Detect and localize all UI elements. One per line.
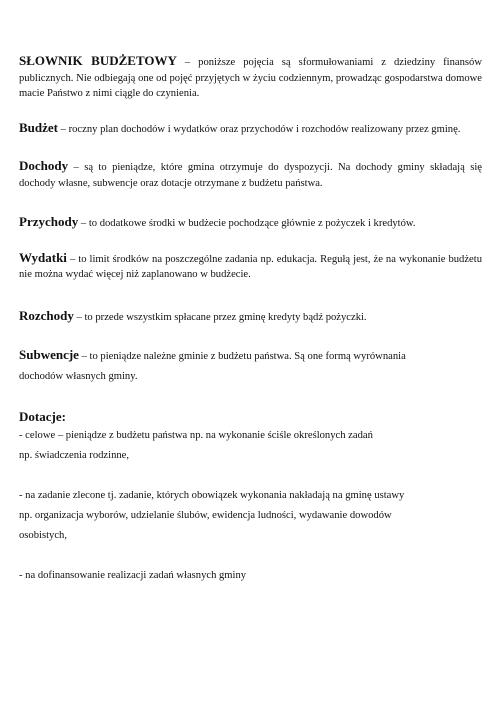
term-budzet: Budżet xyxy=(19,119,58,135)
entry-dotacje xyxy=(19,409,482,586)
term-dochody: Dochody xyxy=(19,158,69,173)
entry-wydatki xyxy=(19,250,482,283)
definition-subwencje-text: – to pieniądze należne gminie z budżetu państwa. Są one formą wyrównania xyxy=(78,351,406,362)
budget-glossary-page xyxy=(19,53,482,586)
glossary-intro-text: – poniższe pojęcia są sformułowaniami z dziedziny finansów publicznych. Nie odbiegają one od pojęć przyjętych w życiu codziennym, prowadząc gospodarstwa domowe macie Państwo z nimi ciągle do czynienia. xyxy=(19,57,482,99)
definition-dochody: – są to pieniądze, które gmina otrzymuje do dyspozycji. Na dochody gminy składają się dochody własne, subwencje oraz dotacje otrzymane z budżetu państwa. xyxy=(19,162,482,189)
definition-wydatki: – to limit środków na poszczególne zadania np. edukacja. Regułą jest, że na wykonanie budżetu nie można wydać więcej niż zaplanowano w budżecie. xyxy=(19,253,482,280)
spacer xyxy=(19,466,482,486)
definition-subwencje-line xyxy=(19,345,482,367)
entry-dochody xyxy=(19,158,482,191)
spacer xyxy=(19,546,482,566)
dotacje-celowe: - celowe – pieniądze z budżetu państwa np. na wykonanie ściśle określonych zadań xyxy=(19,430,373,441)
definition-rozchody: – to przede wszystkim spłacane przez gminę kredyty bądź pożyczki. xyxy=(73,311,367,323)
definition-subwencje-continuation: dochodów własnych gminy. xyxy=(19,371,138,382)
dotacje-zlecone-example-continuation: osobistych, xyxy=(19,530,67,541)
dotacje-celowe-example: np. świadczenia rodzinne, xyxy=(19,450,130,461)
term-subwencje: Subwencje xyxy=(19,347,79,362)
glossary-title: SŁOWNIK BUDŻETOWY xyxy=(19,53,177,68)
entry-rozchody xyxy=(19,308,482,326)
dotacje-dofinansowanie: - na dofinansowanie realizacji zadań własnych gminy xyxy=(19,570,247,581)
definition-budzet: – roczny plan dochodów i wydatków oraz przychodów i rozchodów realizowany przez gminę. xyxy=(58,123,461,135)
entry-budzet xyxy=(19,120,482,138)
dotacje-list xyxy=(19,426,482,586)
term-wydatki: Wydatki xyxy=(19,249,67,265)
entry-przychody xyxy=(19,214,482,232)
term-rozchody: Rozchody xyxy=(19,307,74,323)
glossary-intro xyxy=(19,53,482,102)
dotacje-zlecone: - na zadanie zlecone tj. zadanie, których obowiązek wykonania nakładają na gminę ustawy xyxy=(19,490,405,501)
definition-przychody: – to dodatkowe środki w budżecie pochodzące głównie z pożyczek i kredytów. xyxy=(78,218,416,229)
term-dotacje: Dotacje: xyxy=(19,409,66,424)
dotacje-zlecone-example: np. organizacja wyborów, udzielanie ślubów, ewidencja ludności, wydawanie dowodów xyxy=(19,510,392,521)
term-przychody: Przychody xyxy=(19,214,79,229)
entry-subwencje xyxy=(19,345,482,387)
